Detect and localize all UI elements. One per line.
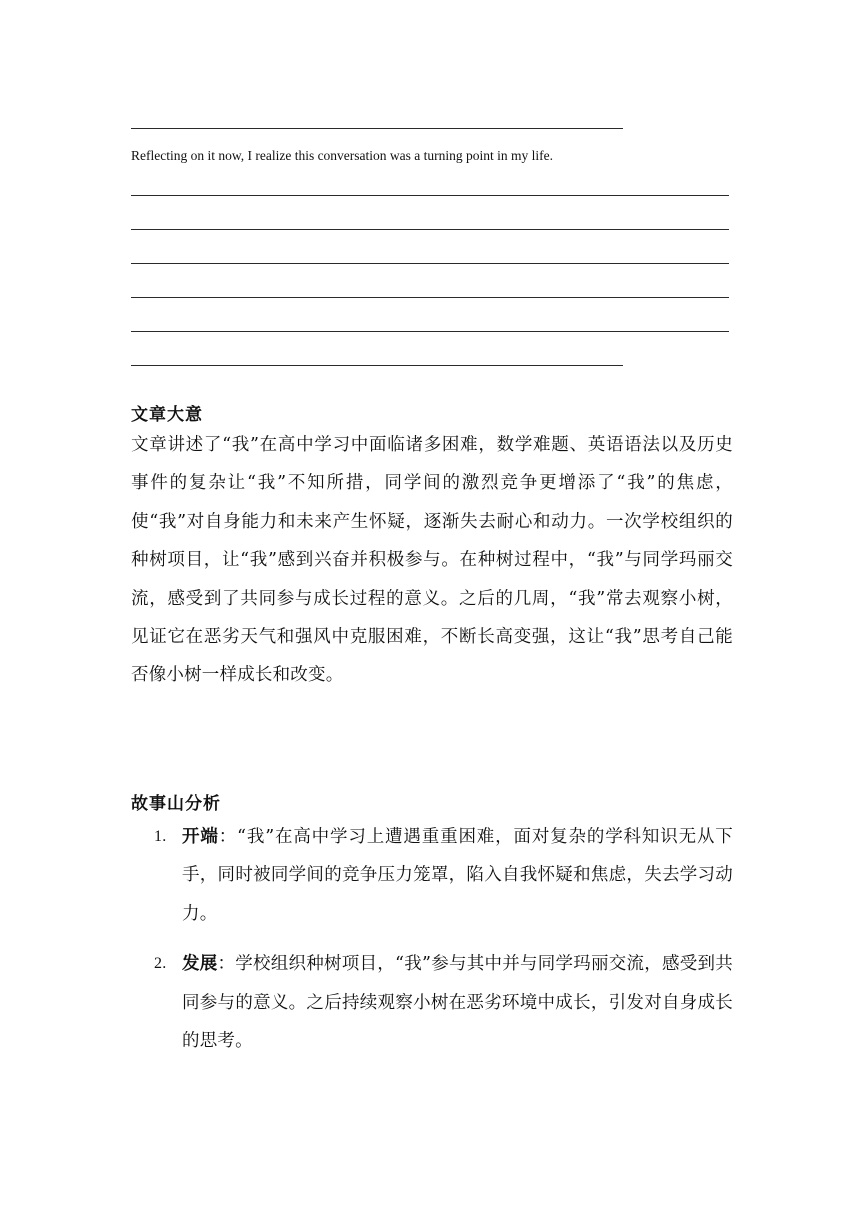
summary-heading: 文章大意 bbox=[131, 405, 203, 425]
list-item bbox=[131, 818, 733, 933]
answer-line bbox=[131, 195, 729, 196]
list-item-term: 发展 bbox=[182, 954, 218, 975]
list-item-number: 2. bbox=[154, 955, 167, 973]
list-item-term: 开端 bbox=[182, 827, 219, 847]
answer-line bbox=[131, 365, 623, 366]
summary-paragraph: 文章讲述了“我”在高中学习中面临诸多困难，数学难题、英语语法以及历史事件的复杂让“我”不知所措，同学间的激烈竞争更增添了“我”的焦虑，使“我”对自身能力和未来产生怀疑，逐渐失去耐心和动力。一次学校组织的种树项目，让“我”感到兴奋并积极参与。在种树过程中，“我”与同学玛丽交流，感受到了共同参与成长过程的意义。之后的几周，“我”常去观察小树，见证它在恶劣天气和强风中克服困难，不断长高变强，这让“我”思考自己能否像小树一样成长和改变。 bbox=[131, 435, 733, 686]
list-item-text: ：“我”在高中学习上遭遇重重困难，面对复杂的学科知识无从下手，同时被同学间的竞争压力笼罩，陷入自我怀疑和焦虑，失去学习动力。 bbox=[182, 827, 733, 924]
writing-prompt: Reflecting on it now, I realize this conversation was a turning point in my life. bbox=[131, 148, 554, 163]
answer-line bbox=[131, 263, 729, 264]
answer-line bbox=[131, 128, 623, 129]
story-mountain-list bbox=[131, 818, 733, 1072]
answer-line bbox=[131, 229, 729, 230]
list-item-text: ：学校组织种树项目，“我”参与其中并与同学玛丽交流，感受到共同参与的意义。之后持续观察小树在恶劣环境中成长，引发对自身成长的思考。 bbox=[182, 954, 733, 1052]
answer-line bbox=[131, 297, 729, 298]
list-item bbox=[131, 945, 733, 1060]
analysis-heading: 故事山分析 bbox=[131, 794, 221, 814]
answer-line bbox=[131, 331, 729, 332]
list-item-number: 1. bbox=[154, 828, 167, 845]
